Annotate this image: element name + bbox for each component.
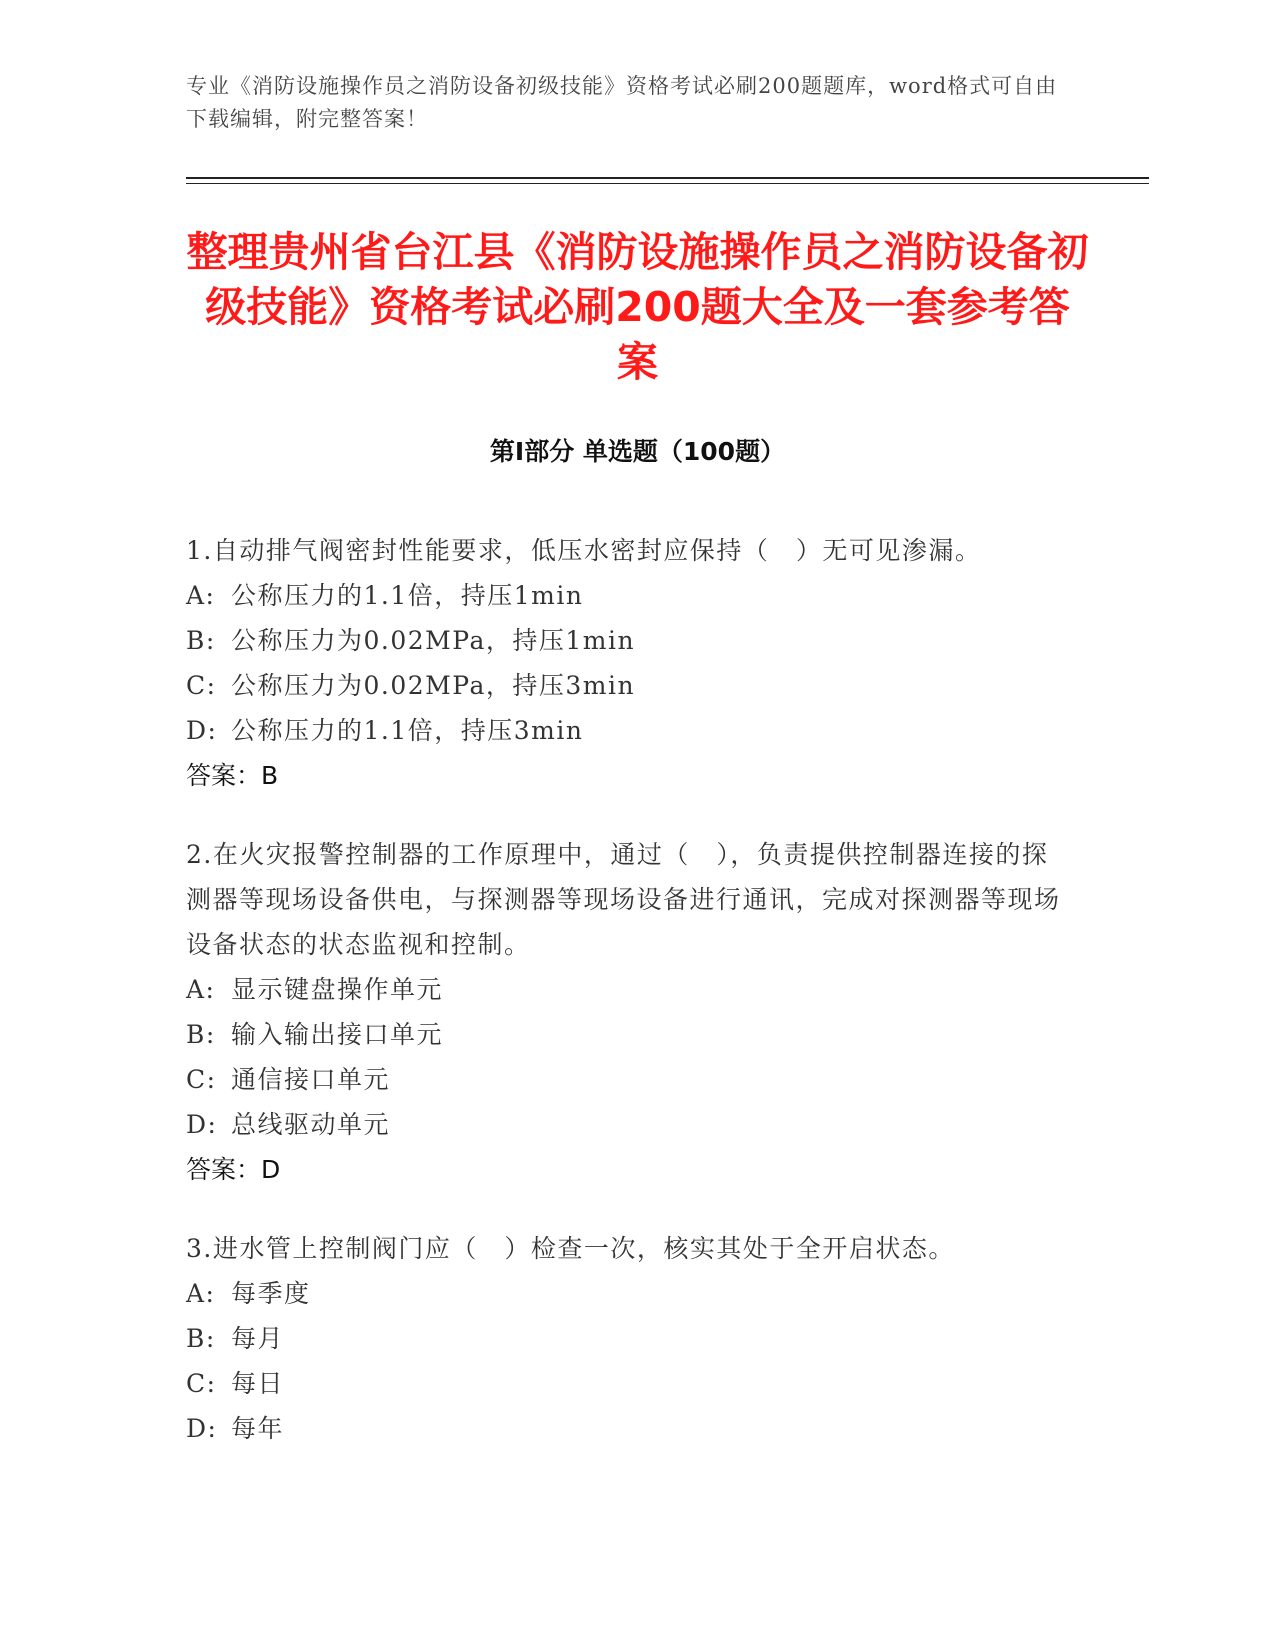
option-letter: C: <box>186 671 217 700</box>
option-text: 每年 <box>231 1414 285 1443</box>
option-text: 每季度 <box>231 1279 311 1308</box>
question-option <box>186 1012 1066 1057</box>
question-list <box>186 528 1066 1485</box>
question-item <box>186 832 1066 1192</box>
option-letter: B: <box>186 1020 216 1049</box>
question-answer: 答案：D <box>186 1155 281 1184</box>
document-title: 整理贵州省台江县《消防设施操作员之消防设备初级技能》资格考试必刷200题大全及一套参考答案 <box>186 228 1089 386</box>
question-option <box>186 1271 1066 1316</box>
option-letter: D: <box>186 1414 218 1443</box>
header-note: 专业《消防设施操作员之消防设备初级技能》资格考试必刷200题题库，word格式可自由下载编辑，附完整答案！ <box>186 74 1058 131</box>
option-letter: B: <box>186 1324 216 1353</box>
option-text: 输入输出接口单元 <box>231 1020 444 1049</box>
section-title: 第Ⅰ部分 单选题（100题） <box>489 437 786 466</box>
option-letter: B: <box>186 626 216 655</box>
question-option <box>186 1057 1066 1102</box>
question-option <box>186 573 1066 618</box>
option-text: 公称压力为0.02MPa，持压1min <box>231 626 636 655</box>
option-text: 显示键盘操作单元 <box>231 975 444 1004</box>
option-text: 公称压力的1.1倍，持压3min <box>231 716 584 745</box>
question-item <box>186 528 1066 798</box>
question-option <box>186 967 1066 1012</box>
option-letter: C: <box>186 1065 217 1094</box>
question-stem: 2.在火灾报警控制器的工作原理中，通过（ ），负责提供控制器连接的探测器等现场设备供电，与探测器等现场设备进行通讯，完成对探测器等现场设备状态的状态监视和控制。 <box>186 840 1061 959</box>
question-answer: 答案：B <box>186 761 279 790</box>
option-text: 每日 <box>231 1369 285 1398</box>
question-option <box>186 1102 1066 1147</box>
header-divider-thin <box>186 183 1149 184</box>
question-option <box>186 1361 1066 1406</box>
option-letter: A: <box>186 1279 216 1308</box>
option-letter: A: <box>186 975 216 1004</box>
question-item <box>186 1226 1066 1451</box>
option-letter: D: <box>186 716 218 745</box>
option-text: 每月 <box>231 1324 285 1353</box>
option-text: 公称压力的1.1倍，持压1min <box>231 581 584 610</box>
question-stem: 3.进水管上控制阀门应（ ）检查一次，核实其处于全开启状态。 <box>186 1234 955 1263</box>
question-option <box>186 663 1066 708</box>
question-option <box>186 618 1066 663</box>
header-divider-thick <box>186 177 1149 179</box>
option-text: 总线驱动单元 <box>231 1110 391 1139</box>
option-letter: A: <box>186 581 216 610</box>
option-text: 通信接口单元 <box>231 1065 391 1094</box>
option-letter: C: <box>186 1369 217 1398</box>
option-letter: D: <box>186 1110 218 1139</box>
question-option <box>186 1316 1066 1361</box>
question-option <box>186 1406 1066 1451</box>
question-option <box>186 708 1066 753</box>
question-stem: 1.自动排气阀密封性能要求，低压水密封应保持（ ）无可见渗漏。 <box>186 536 982 565</box>
option-text: 公称压力为0.02MPa，持压3min <box>231 671 636 700</box>
